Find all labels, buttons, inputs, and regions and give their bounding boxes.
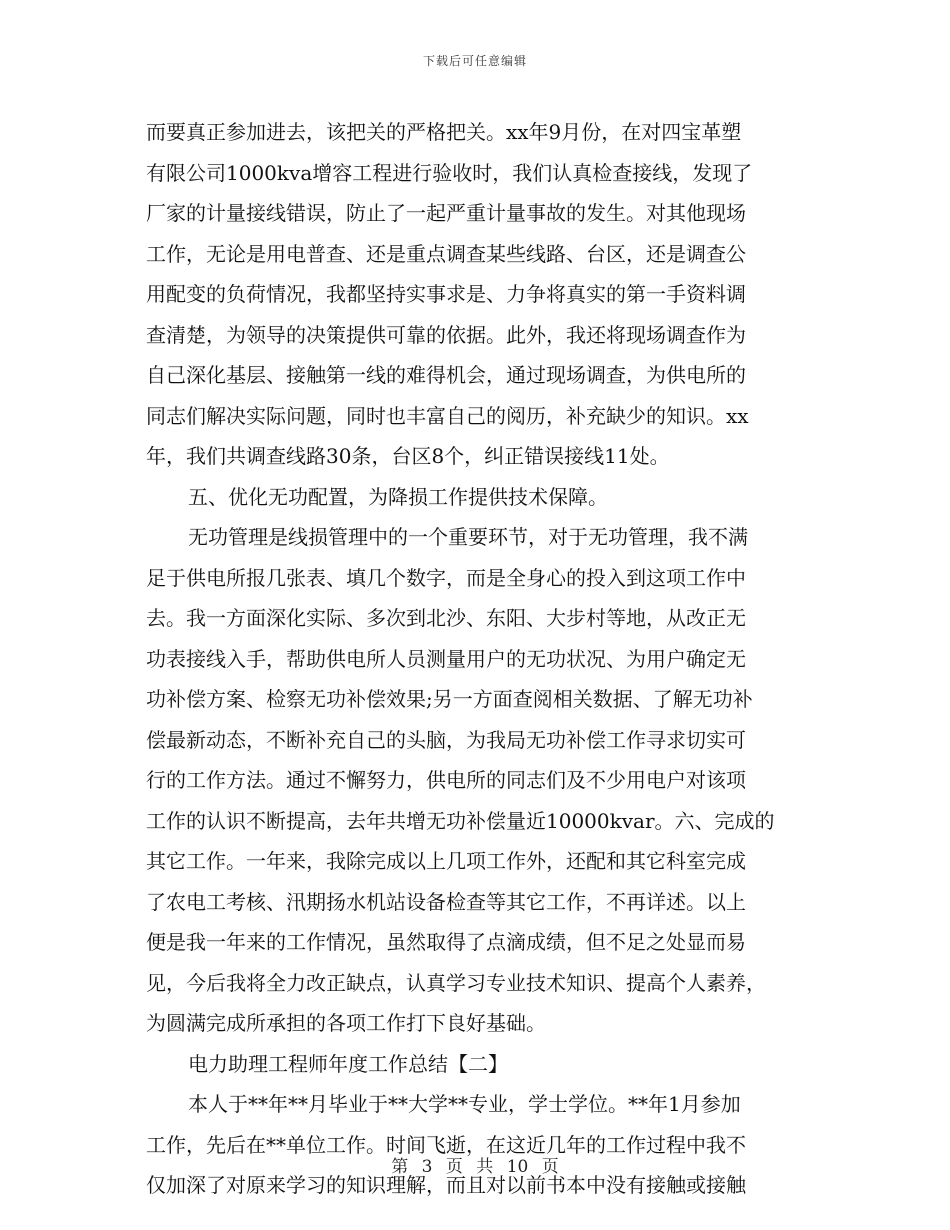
body-line: 仅加深了对原来学习的知识理解，而且对以前书本中没有接触或接触 — [146, 1173, 746, 1197]
body-line: 功表接线入手，帮助供电所人员测量用户的无功状况、为用户确定无 — [146, 646, 746, 671]
body-line: 功补偿方案、检察无功补偿效果;另一方面查阅相关数据、了解无功补 — [146, 687, 753, 711]
body-line: 行的工作方法。通过不懈努力，供电所的同志们及不少用电户对该项 — [146, 768, 746, 792]
body-line: 用配变的负荷情况，我都坚持实事求是、力争将真实的第一手资料调 — [146, 282, 746, 306]
section-title: 电力助理工程师年度工作总结【二】 — [188, 1051, 508, 1076]
body-line: 查清楚，为领导的决策提供可靠的依据。此外，我还将现场调查作为 — [146, 322, 746, 347]
body-line: 而要真正参加进去，该把关的严格把关。xx年9月份，在对四宝革塑 — [146, 120, 742, 144]
body-line: 本人于**年**月毕业于**大学**专业，学士学位。**年1月参加 — [188, 1092, 741, 1116]
body-line: 便是我一年来的工作情况，虽然取得了点滴成绩，但不足之处显而易 — [146, 930, 746, 954]
body-line: 其它工作。一年来，我除完成以上几项工作外，还配和其它科室完成 — [146, 849, 746, 873]
page-header: 下载后可任意编辑 — [422, 54, 527, 68]
body-line: 有限公司1000kva增容工程进行验收时，我们认真检查接线，发现了 — [146, 160, 753, 185]
document-body — [146, 112, 806, 1206]
body-line: 同志们解决实际问题，同时也丰富自己的阅历，补充缺少的知识。xx — [146, 403, 749, 428]
body-line: 工作，先后在**单位工作。时间飞逝，在这近几年的工作过程中我不 — [146, 1132, 746, 1157]
body-line: 无功管理是线损管理中的一个重要环节，对于无功管理，我不满 — [188, 525, 748, 549]
section-heading: 五、优化无功配置，为降损工作提供技术保障。 — [188, 484, 608, 509]
body-line: 工作的认识不断提高，去年共增无功补偿量近10000kvar。六、完成的 — [146, 808, 775, 833]
body-line: 年，我们共调查线路30条，台区8个，纠正错误接线11处。 — [146, 444, 670, 468]
page-number-footer: 第 3 页 共 10 页 — [391, 1157, 559, 1177]
body-line: 去。我一方面深化实际、多次到北沙、东阳、大步村等地，从改正无 — [146, 606, 746, 630]
body-line: 厂家的计量接线错误，防止了一起严重计量事故的发生。对其他现场 — [146, 201, 746, 225]
body-line: 为圆满完成所承担的各项工作打下良好基础。 — [146, 1011, 546, 1035]
body-line: 自己深化基层、接触第一线的难得机会，通过现场调查，为供电所的 — [146, 363, 746, 387]
body-line: 足于供电所报几张表、填几个数字，而是全身心的投入到这项工作中 — [146, 565, 746, 590]
body-line: 偿最新动态，不断补充自己的头脑，为我局无功补偿工作寻求切实可 — [146, 727, 746, 752]
body-line: 了农电工考核、汛期扬水机站设备检查等其它工作，不再详述。以上 — [146, 889, 746, 914]
body-line: 工作，无论是用电普查、还是重点调查某些线路、台区，还是调查公 — [146, 241, 746, 266]
body-line: 见，今后我将全力改正缺点，认真学习专业技术知识、提高个人素养， — [146, 970, 766, 995]
